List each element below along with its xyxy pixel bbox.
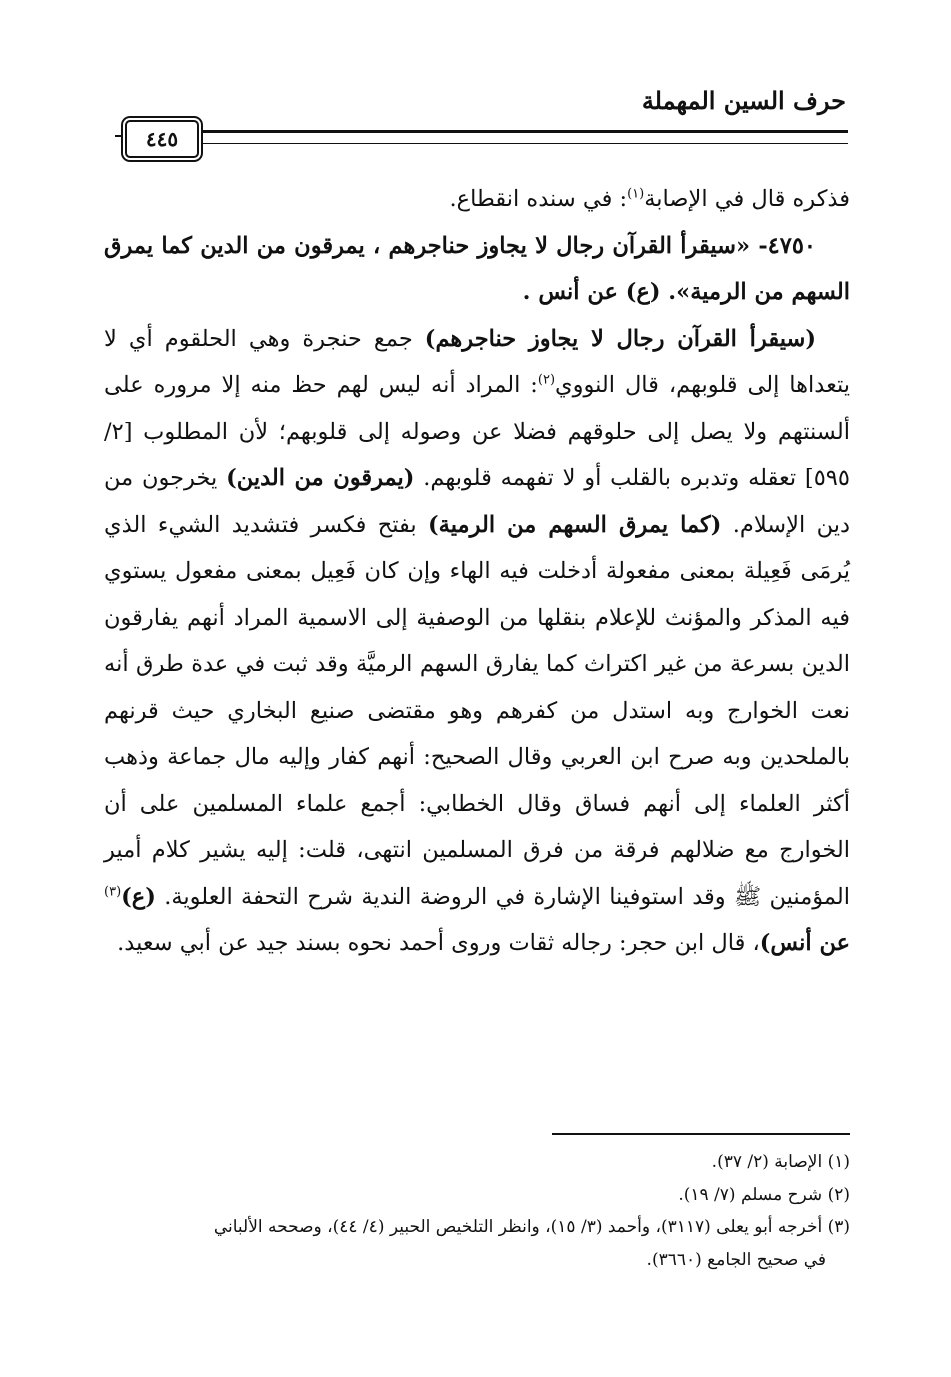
footnote-ref-1: (١)	[627, 186, 645, 202]
commentary-1: جمع حنجرة وهي الحلقوم أي لا يتعداها إلى قلوبهم، قال النووي	[104, 325, 850, 398]
page-number: ٤٤٥	[125, 120, 199, 158]
footnote-ref-3: (٣)	[104, 884, 122, 899]
quote-2: (يمرقون من الدين)	[226, 465, 415, 491]
quote-1: (سيقرأ القرآن رجال لا يجاوز حناجرهم)	[424, 325, 816, 352]
commentary-paragraph	[104, 316, 850, 967]
footnote-3-continued: في صحيح الجامع (٣٦٦٠).	[646, 1249, 826, 1270]
intro-text-1: فذكره قال في الإصابة	[644, 186, 850, 212]
commentary-4: بفتح فكسر فتشديد الشيء الذي يُرمَى فَعِيلة بمعنى مفعولة أدخلت فيه الهاء وإن كان فَعِيل بمعنى مفعول يستوي فيه المذكر والمؤنث للإعلام بنقلها من الوصفية إلى الاسمية المراد أنهم يفارقون الدين بسرعة من غير اكتراث كما يفارق السهم الرميَّة وقد ثبت في عدة طرق أنه نعت الخوارج وبه استدل من كفرهم وهو مقتضى صنيع البخاري حيث قرنهم بالملحدين وبه صرح ابن العربي وقال الصحيح: أنهم كفار وإليه مال جماعة وذهب أكثر العلماء إلى أنهم فساق وقال الخطابي: أجمع علماء المسلمين على أن الخوارج مع ضلالهم فرقة من فرق المسلمين انتهى، قلت: إليه يشير كلام أمير المؤمنين ﷺ وقد استوفينا الإشارة في الروضة الندية شرح التحفة العلوية.	[104, 511, 850, 910]
intro-line	[104, 176, 850, 223]
commentary-2: : المراد أنه ليس لهم حظ منه إلا مروره على ألسنتهم ولا يصل إلى حلوقهم فضلا عن وصوله إلى قلوبهم؛ لأن المطلوب [٢/ ٥٩٥] تعقله وتدبره بالقلب أو لا تفهمه قلوبهم.	[104, 372, 850, 491]
intro-text-2: : في سنده انقطاع.	[449, 186, 628, 212]
footnote-2: (٢) شرح مسلم (٧/ ١٩).	[678, 1184, 850, 1205]
source-code: (ع)	[121, 883, 156, 910]
double-rule-line	[201, 130, 848, 144]
rule-dash	[115, 135, 123, 137]
footnote-ref-2: (٢)	[537, 372, 556, 388]
hadith-entry	[104, 223, 850, 316]
entry-number: ٤٧٥٠-	[758, 232, 816, 259]
header-rule	[115, 114, 848, 162]
quote-3: (كما يمرق السهم من الرمية)	[428, 511, 722, 538]
running-header-title: حرف السين المهملة	[641, 86, 846, 115]
source-name: عن أنس)	[759, 930, 850, 956]
footnote-1: (١) الإصابة (٢/ ٣٧).	[711, 1152, 850, 1172]
footnotes	[104, 1146, 850, 1276]
entry-text: «سيقرأ القرآن رجال لا يجاوز حناجرهم ، يمرقون من الدين كما يمرق السهم من الرمية». (ع) عن أنس .	[104, 232, 850, 305]
main-text	[104, 176, 850, 967]
footnote-separator	[552, 1133, 850, 1135]
commentary-3: يخرجون من دين الإسلام.	[104, 465, 850, 538]
footnote-3: (٣) أخرجه أبو يعلى (٣١١٧)، وأحمد (٣/ ١٥)، وانظر التلخيص الحبير (٤/ ٤٤)، وصححه الألباني	[213, 1217, 850, 1237]
commentary-5: ، قال ابن حجر: رجاله ثقات وروى أحمد نحوه بسند جيد عن أبي سعيد.	[117, 930, 760, 956]
